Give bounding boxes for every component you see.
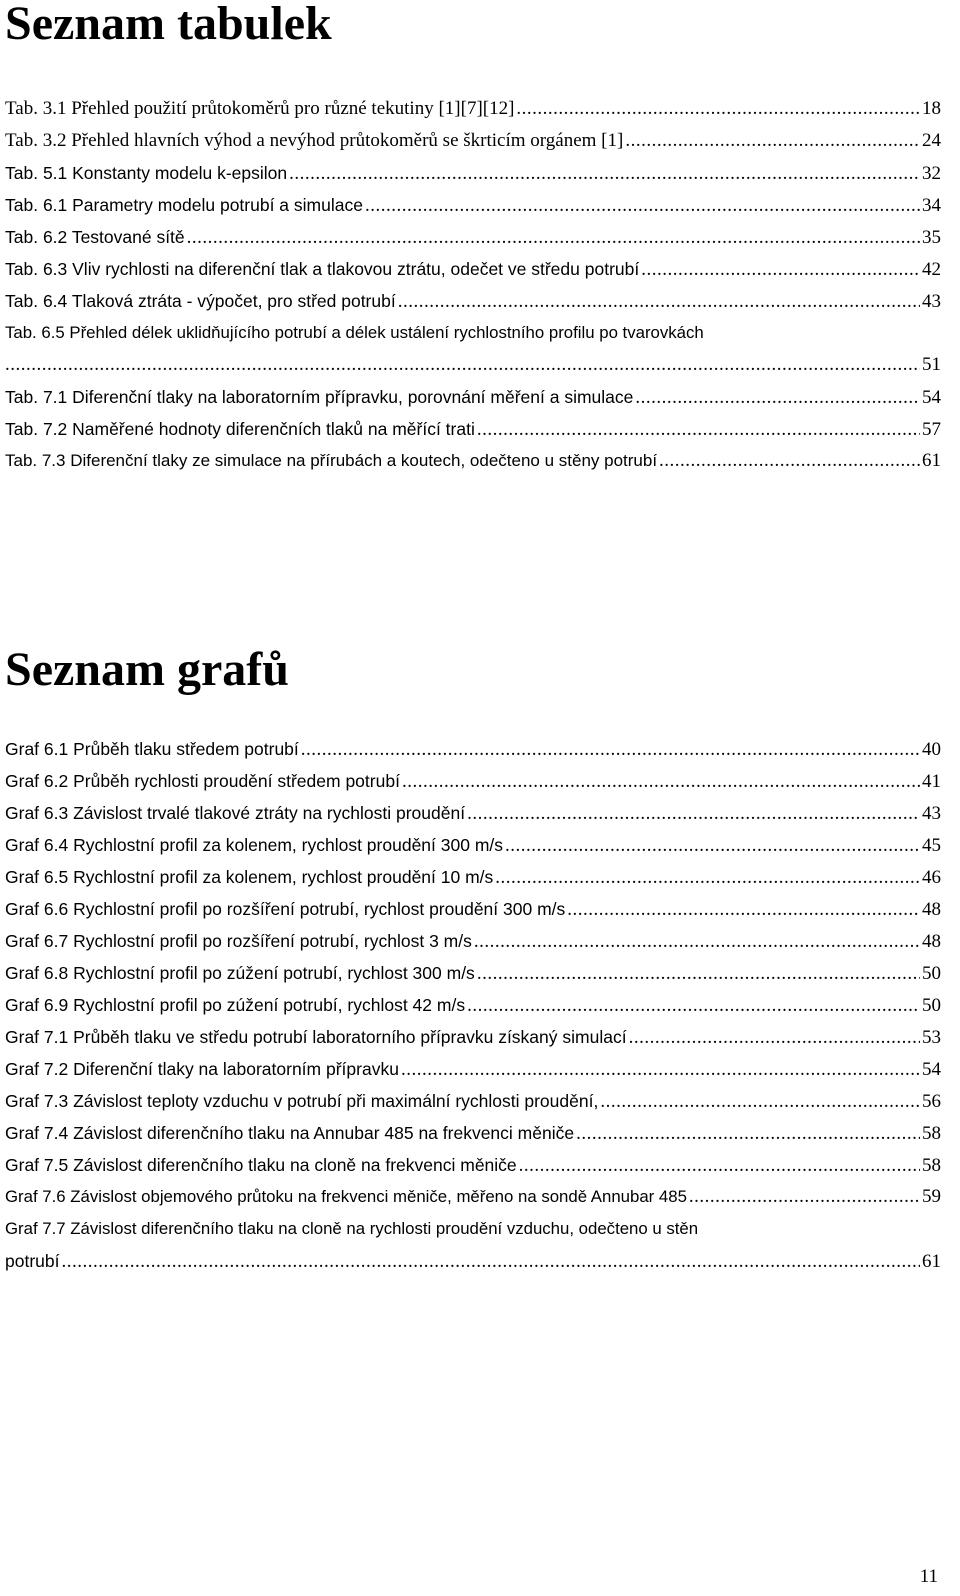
entry-label: Tab. 6.3 Vliv rychlosti na diferenční tlak a tlakovou ztrátu, odečet ve středu potrubí xyxy=(5,259,640,279)
toc-entry[interactable] xyxy=(5,93,941,125)
entry-label: Tab. 7.2 Naměřené hodnoty diferenčních tlaků na měřící trati xyxy=(5,419,475,439)
entry-page: 53 xyxy=(922,1027,941,1048)
entry-page: 35 xyxy=(922,227,941,248)
entry-label: Tab. 7.1 Diferenční tlaky na laboratorním přípravku, porovnání měření a simulace xyxy=(5,387,634,407)
toc-entry[interactable] xyxy=(5,413,941,445)
entry-page: 24 xyxy=(922,130,941,151)
entry-page: 54 xyxy=(922,1059,941,1080)
toc-entry[interactable] xyxy=(5,1085,941,1117)
toc-entry[interactable] xyxy=(5,125,941,157)
entry-label: Tab. 7.3 Diferenční tlaky ze simulace na přírubách a koutech, odečteno u stěny potrubí xyxy=(5,451,658,470)
entry-page: 34 xyxy=(922,195,941,216)
toc-entry-wrapped-label[interactable]: Graf 7.7 Závislost diferenčního tlaku na cloně na rychlosti proudění vzduchu, odečteno u stěn xyxy=(5,1219,699,1238)
page-number: 11 xyxy=(919,1566,938,1587)
entry-page: 32 xyxy=(922,163,941,184)
toc-entry[interactable] xyxy=(5,1053,941,1085)
graphs-heading: Seznam grafů xyxy=(5,643,289,696)
entry-label: Graf 7.4 Závislost diferenčního tlaku na Annubar 485 na frekvenci měniče xyxy=(5,1123,575,1143)
toc-entry[interactable] xyxy=(5,381,941,413)
entry-page: 50 xyxy=(922,995,941,1016)
entry-label: Tab. 6.1 Parametry modelu potrubí a simulace xyxy=(5,195,363,215)
toc-entry[interactable] xyxy=(5,1021,941,1053)
entry-label: Graf 6.9 Rychlostní profil po zúžení potrubí, rychlost 42 m/s xyxy=(5,995,466,1015)
entry-page: 51 xyxy=(922,354,941,375)
toc-entry[interactable] xyxy=(5,797,941,829)
entry-label: Tab. 6.4 Tlaková ztráta - výpočet, pro střed potrubí xyxy=(5,291,396,311)
entry-label: Graf 6.6 Rychlostní profil po rozšíření potrubí, rychlost proudění 300 m/s xyxy=(5,899,566,919)
entry-page: 41 xyxy=(922,771,941,792)
toc-entry[interactable] xyxy=(5,829,941,861)
toc-entry[interactable] xyxy=(5,925,941,957)
toc-entry[interactable] xyxy=(5,957,941,989)
toc-entry-wrapped-tail[interactable] xyxy=(5,1245,941,1277)
entry-page: 58 xyxy=(922,1155,941,1176)
entry-label: Graf 6.7 Rychlostní profil po rozšíření potrubí, rychlost 3 m/s xyxy=(5,931,472,951)
entry-page: 45 xyxy=(922,835,941,856)
tables-heading: Seznam tabulek xyxy=(5,0,332,50)
entry-page: 46 xyxy=(922,867,941,888)
toc-entry[interactable] xyxy=(5,861,941,893)
graphs-list xyxy=(5,733,941,1277)
toc-entry[interactable] xyxy=(5,733,941,765)
toc-entry[interactable] xyxy=(5,1181,941,1213)
entry-page: 43 xyxy=(922,291,941,312)
entry-page: 48 xyxy=(922,931,941,952)
toc-entry[interactable] xyxy=(5,893,941,925)
entry-label: Graf 6.3 Závislost trvalé tlakové ztráty na rychlosti proudění xyxy=(5,803,466,823)
entry-page: 48 xyxy=(922,899,941,920)
entry-page: 54 xyxy=(922,387,941,408)
entry-label: Tab. 3.2 Přehled hlavních výhod a nevýhod průtokoměrů se škrticím orgánem [1] xyxy=(5,130,624,151)
entry-label: Tab. 5.1 Konstanty modelu k-epsilon xyxy=(5,163,288,183)
entry-page: 57 xyxy=(922,419,941,440)
entry-page: 40 xyxy=(922,739,941,760)
entry-page: 56 xyxy=(922,1091,941,1112)
toc-entry[interactable] xyxy=(5,989,941,1021)
toc-entry[interactable] xyxy=(5,285,941,317)
entry-page: 59 xyxy=(922,1186,941,1207)
entry-label: Graf 6.1 Průběh tlaku středem potrubí xyxy=(5,739,299,759)
toc-entry[interactable] xyxy=(5,765,941,797)
entry-label: Graf 7.1 Průběh tlaku ve středu potrubí laboratorního přípravku získaný simulací xyxy=(5,1027,627,1047)
entry-label: Graf 6.5 Rychlostní profil za kolenem, rychlost proudění 10 m/s xyxy=(5,867,494,887)
toc-entry[interactable] xyxy=(5,221,941,253)
toc-entry-wrapped-label[interactable]: Tab. 6.5 Přehled délek uklidňujícího potrubí a délek ustálení rychlostního profilu po tvarovkách xyxy=(5,323,704,342)
entry-page: 50 xyxy=(922,963,941,984)
entry-label: Graf 7.6 Závislost objemového průtoku na frekvenci měniče, měřeno na sondě Annubar 485 xyxy=(5,1187,687,1206)
entry-label: Graf 7.2 Diferenční tlaky na laboratorním přípravku xyxy=(5,1059,399,1079)
toc-entry-wrapped-tail[interactable] xyxy=(5,349,941,381)
entry-page: 61 xyxy=(922,1251,941,1272)
entry-label: Graf 6.8 Rychlostní profil po zúžení potrubí, rychlost 300 m/s xyxy=(5,963,475,983)
entry-label: Graf 6.2 Průběh rychlosti proudění středem potrubí xyxy=(5,771,400,791)
toc-entry[interactable] xyxy=(5,1149,941,1181)
entry-page: 43 xyxy=(922,803,941,824)
entry-page: 18 xyxy=(922,98,941,119)
toc-entry[interactable] xyxy=(5,445,941,477)
toc-entry[interactable] xyxy=(5,1117,941,1149)
tables-list xyxy=(5,93,941,477)
toc-entry[interactable] xyxy=(5,253,941,285)
entry-label: Graf 6.4 Rychlostní profil za kolenem, rychlost proudění 300 m/s xyxy=(5,835,504,855)
entry-label: Graf 7.3 Závislost teploty vzduchu v potrubí při maximální rychlosti proudění, xyxy=(5,1091,599,1111)
toc-entry[interactable] xyxy=(5,189,941,221)
entry-label: Tab. 3.1 Přehled použití průtokoměrů pro různé tekutiny [1][7][12] xyxy=(5,98,515,119)
entry-label: potrubí xyxy=(5,1251,60,1271)
entry-page: 58 xyxy=(922,1123,941,1144)
entry-page: 42 xyxy=(922,259,941,280)
entry-page: 61 xyxy=(922,450,941,471)
entry-label: Tab. 6.2 Testované sítě xyxy=(5,227,185,247)
toc-entry[interactable] xyxy=(5,157,941,189)
entry-label: Graf 7.5 Závislost diferenčního tlaku na cloně na frekvenci měniče xyxy=(5,1155,517,1175)
